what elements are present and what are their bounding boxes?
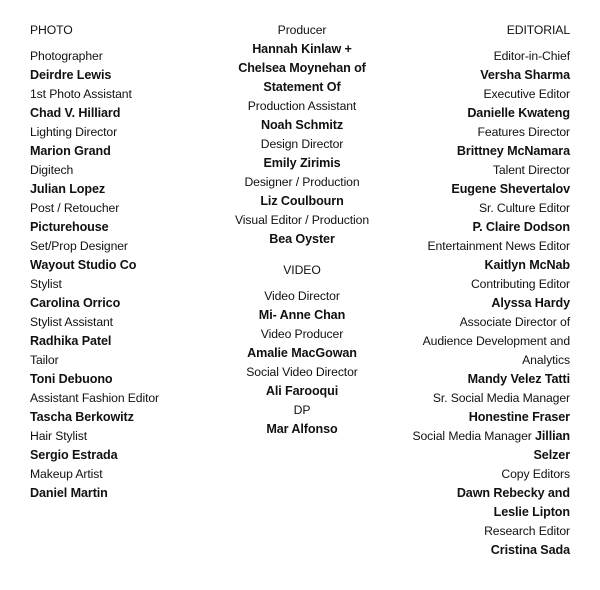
credit-role: Post / Retoucher [30,201,120,215]
credit-name: Chelsea Moynehan of [238,61,366,75]
credit-name: Marion Grand [30,144,111,158]
credit-role: 1st Photo Assistant [30,87,132,101]
credit-role: Sr. Culture Editor [479,201,570,215]
photo-heading: PHOTO [30,23,73,37]
credit-role: Editor-in-Chief [493,49,570,63]
credit-name: Mar Alfonso [266,422,338,436]
credit-name: Tascha Berkowitz [30,410,134,424]
credit-role: Copy Editors [501,467,570,481]
credit-name: Dawn Rebecky and [456,486,570,500]
credit-name: Honestine Fraser [468,410,570,424]
credit-role: Production Assistant [247,99,357,113]
credit-role: Video Producer [260,327,344,341]
editorial-heading: EDITORIAL [506,23,570,37]
credit-name: Julian Lopez [30,182,106,196]
credit-role: Assistant Fashion Editor [30,391,160,405]
credit-role: Designer / Production [244,175,360,189]
credit-name: Versha Sharma [480,68,570,82]
credit-role: Design Director [260,137,344,151]
credit-name: Deirdre Lewis [30,68,112,82]
credit-role: Hair Stylist [30,429,88,443]
credit-role: Video Director [264,289,340,303]
credit-role: Tailor [30,353,59,367]
credit-role: Digitech [30,163,74,177]
credit-name: Radhika Patel [30,334,112,348]
credit-name: Noah Schmitz [260,118,344,132]
credit-name: P. Claire Dodson [472,220,570,234]
credit-name: Emily Zirimis [263,156,341,170]
credit-name: Carolina Orrico [30,296,121,310]
credit-role: Producer [277,23,327,37]
credit-name: Daniel Martin [30,486,108,500]
credit-name: Leslie Lipton [493,505,570,519]
credit-role: Entertainment News Editor [427,239,570,253]
credit-name: Statement Of [263,80,341,94]
credit-role: Social Video Director [246,365,358,379]
credit-name: Selzer [533,448,570,462]
credit-name: Amalie MacGowan [247,346,357,360]
production-credits-list [222,21,382,249]
credit-role: Lighting Director [30,125,118,139]
photo-column [30,21,230,503]
credit-role: DP [293,403,311,417]
credit-role: Set/Prop Designer [30,239,128,253]
credit-role: Photographer [30,49,103,63]
credit-role: Contributing Editor [470,277,570,291]
credit-name: Kaitlyn McNab [484,258,570,272]
credit-role: Social Media Manager [412,429,535,443]
credit-role: Features Director [477,125,570,139]
credit-role: Executive Editor [483,87,570,101]
credit-role: Visual Editor / Production [234,213,370,227]
credit-name: Mandy Velez Tatti [467,372,570,386]
credit-role: Audience Development and [422,334,570,348]
credit-name: Sergio Estrada [30,448,118,462]
production-column [222,21,382,439]
credit-name: Hannah Kinlaw + [252,42,352,56]
credit-name: Cristina Sada [490,543,570,557]
credit-name: Brittney McNamara [456,144,570,158]
video-credits-list [222,287,382,439]
photo-credits-list [30,47,230,503]
section-gap [222,249,382,261]
credit-name: Chad V. Hilliard [30,106,121,120]
credit-role: Stylist [30,277,62,291]
credit-name: Liz Coulbourn [260,194,344,208]
credit-role [365,427,570,446]
credit-name: Alyssa Hardy [491,296,570,310]
credit-name: Bea Oyster [269,232,335,246]
credit-role: Makeup Artist [30,467,103,481]
editorial-column [365,21,570,560]
credit-role: Talent Director [492,163,570,177]
credit-role: Analytics [522,353,570,367]
credit-name: Eugene Shevertalov [451,182,570,196]
credit-name: Toni Debuono [30,372,113,386]
credit-name: Mi- Anne Chan [258,308,346,322]
credit-name: Danielle Kwateng [467,106,570,120]
credit-role: Associate Director of [459,315,570,329]
credit-role: Research Editor [484,524,570,538]
credit-name: Wayout Studio Co [30,258,137,272]
credit-name: Jillian [535,429,570,443]
video-heading: VIDEO [283,263,321,277]
credit-name: Ali Farooqui [265,384,339,398]
editorial-credits-list [365,47,570,560]
credit-name: Picturehouse [30,220,109,234]
credit-role: Sr. Social Media Manager [432,391,570,405]
credit-role: Stylist Assistant [30,315,113,329]
